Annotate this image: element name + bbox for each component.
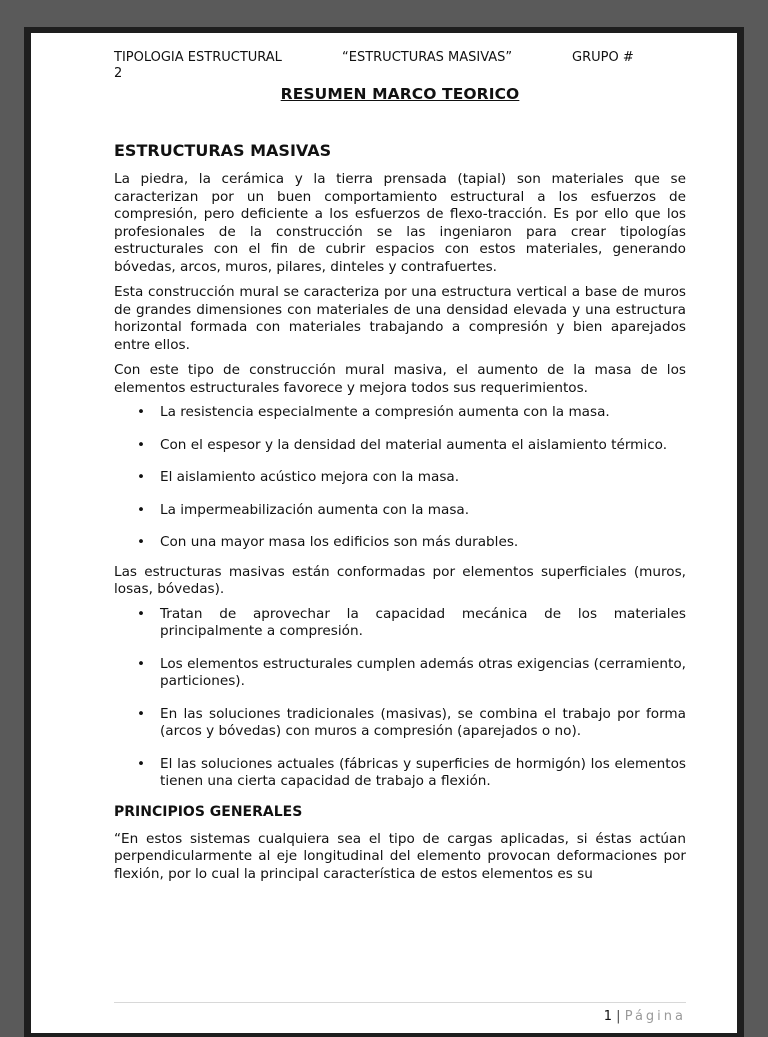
footer-separator: | xyxy=(616,1009,621,1024)
paragraph: Con este tipo de construcción mural masiva, el aumento de la masa de los elementos estructurales favorece y mejora todos sus requerimientos. xyxy=(114,362,686,396)
list-item: • En las soluciones tradicionales (masivas), se combina el trabajo por forma (arcos y bóvedas) con muros a compresión (aparejados o no). xyxy=(114,706,686,741)
header-group-label: GRUPO # xyxy=(572,50,634,65)
paragraph: La piedra, la cerámica y la tierra prensada (tapial) son materiales que se caracterizan por un buen comportamiento estructural a los esfuerzos de compresión, pero deficiente a los esfuerzos de flexo-tracción. Es por ello que los profesionales de la construcción se las ingeniaron para crear tipologías estructurales con el fin de cubrir espacios con estos materiales, generando bóvedas, arcos, muros, pilares, dinteles y contrafuertes. xyxy=(114,171,686,275)
list-item: • El las soluciones actuales (fábricas y superficies de hormigón) los elementos tienen una cierta capacidad de trabajo a flexión. xyxy=(114,756,686,791)
paragraph: Las estructuras masivas están conformadas por elementos superficiales (muros, losas, bóvedas). xyxy=(114,563,686,597)
header-group-number: 2 xyxy=(114,66,123,81)
document-page xyxy=(31,33,737,1033)
page-header xyxy=(114,50,686,82)
header-course: TIPOLOGIA ESTRUCTURAL xyxy=(114,50,282,65)
list-item: • La resistencia especialmente a compresión aumenta con la masa. xyxy=(114,404,686,422)
paragraph: Esta construcción mural se caracteriza por una estructura vertical a base de muros de grandes dimensiones con materiales de una densidad elevada y una estructura horizontal formada con materiales trabajando a compresión y bien aparejados entre ellos. xyxy=(114,284,686,353)
bullet-list-characteristics xyxy=(114,606,686,791)
page-label: Página xyxy=(624,1009,686,1024)
section-title: ESTRUCTURAS MASIVAS xyxy=(114,141,332,160)
list-item: • Tratan de aprovechar la capacidad mecánica de los materiales principalmente a compresión. xyxy=(114,606,686,641)
list-item: • Con una mayor masa los edificios son más durables. xyxy=(114,534,686,552)
list-item: • Con el espesor y la densidad del material aumenta el aislamiento térmico. xyxy=(114,437,686,455)
list-item: • La impermeabilización aumenta con la masa. xyxy=(114,502,686,520)
bullet-list-requirements xyxy=(114,404,686,552)
header-topic: “ESTRUCTURAS MASIVAS” xyxy=(342,50,513,65)
page-number: 1 xyxy=(603,1009,613,1024)
page-footer xyxy=(114,1002,686,1024)
subheading: PRINCIPIOS GENERALES xyxy=(114,803,303,820)
paragraph: “En estos sistemas cualquiera sea el tipo de cargas aplicadas, si éstas actúan perpendicularmente al eje longitudinal del elemento provocan deformaciones por flexión, por lo cual la principal característica de estos elementos es su xyxy=(114,830,686,882)
list-item: • Los elementos estructurales cumplen además otras exigencias (cerramiento, particiones). xyxy=(114,656,686,691)
page-content xyxy=(114,50,686,883)
list-item: • El aislamiento acústico mejora con la masa. xyxy=(114,469,686,487)
document-title: RESUMEN MARCO TEORICO xyxy=(280,85,520,103)
